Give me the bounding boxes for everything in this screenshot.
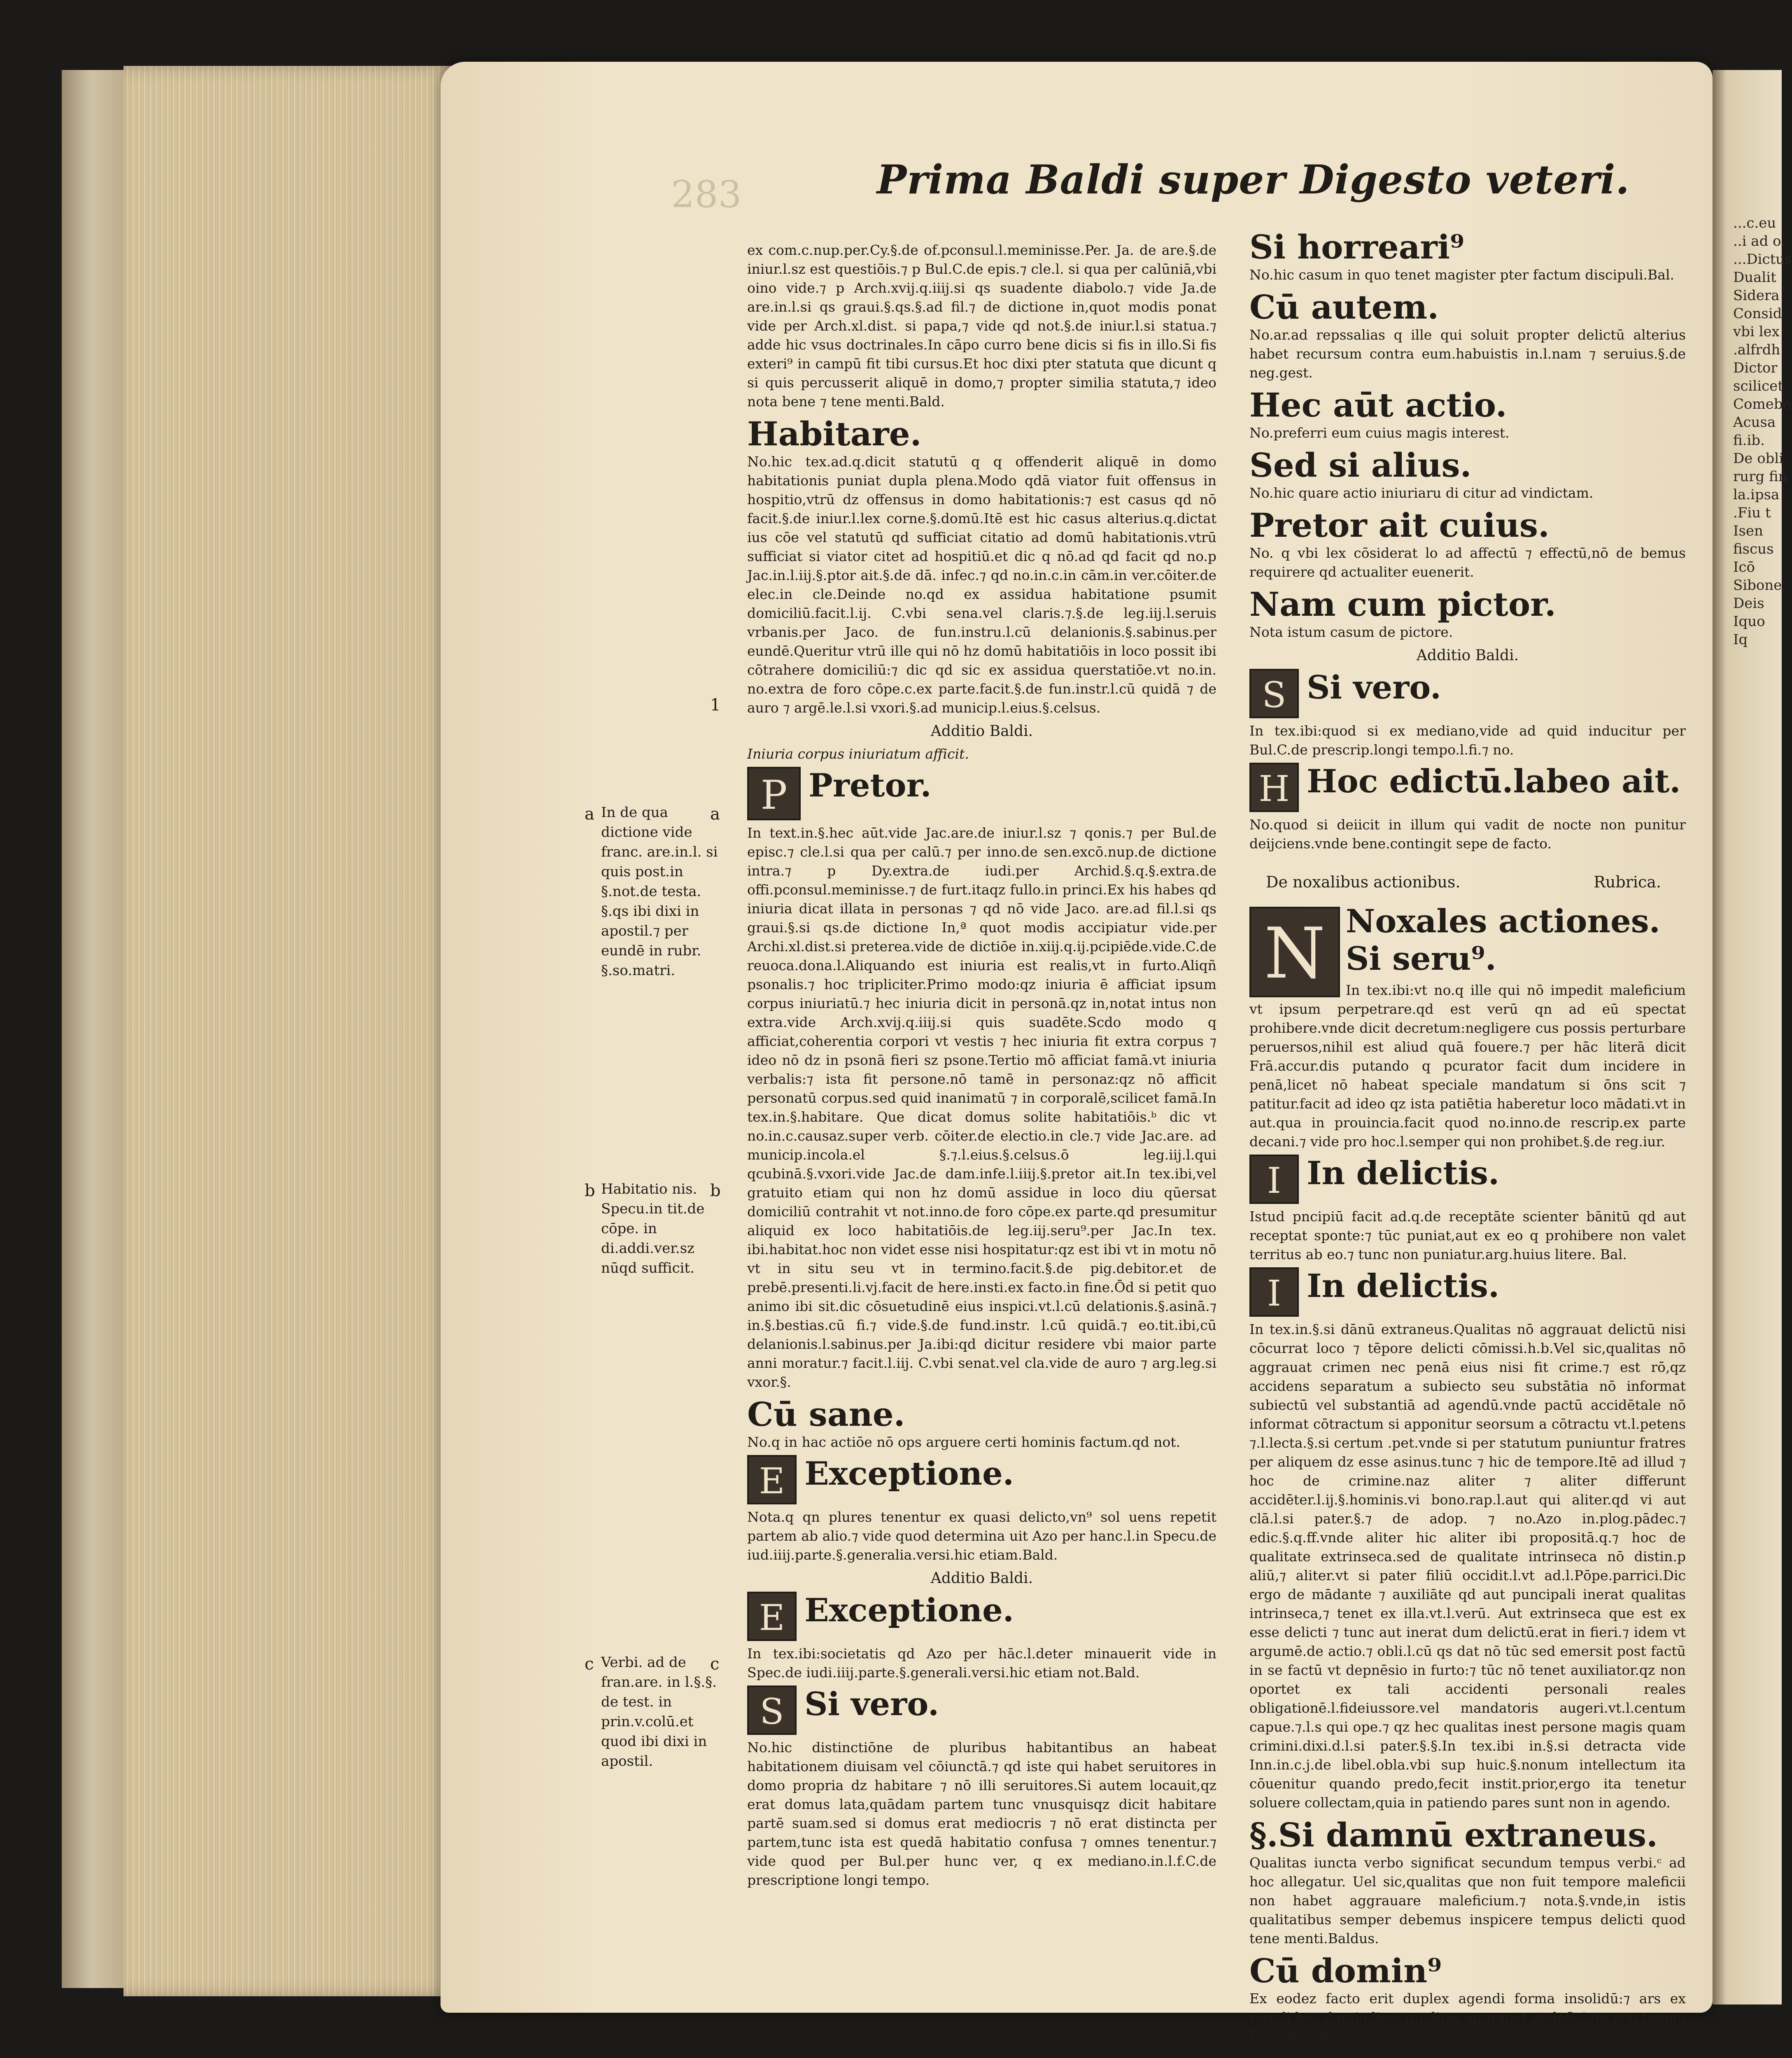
page-edges [124, 66, 461, 1996]
paragraph: No.hic quare actio iniuriaru di citur ad vindictam. [1249, 485, 1594, 501]
left-text-column [747, 241, 1216, 1949]
lemma-heading: Cū autem. [1249, 288, 1439, 326]
margin-marker-1: 1 [710, 696, 721, 715]
lemma-heading: Nam cum pictor. [1249, 585, 1556, 624]
lemma-heading: §.Si damnū extraneus. [1249, 1816, 1658, 1854]
lemma-heading: In delictis. [1307, 1155, 1500, 1192]
small-rubric: Iniuria corpus iniuriatum afficit. [747, 746, 969, 762]
decorated-initial-s: S [1249, 669, 1299, 718]
margin-note-a: In de qua dictione vide franc. are.in.l. si quis post.in §.not.de testa. §.qs ibi dixi in apostil.⁊ per eundē in rubr. §.so.matri. [601, 804, 718, 979]
lemma-heading: Pretor ait cuius. [1249, 506, 1550, 545]
margin-letter-a: a [585, 805, 594, 824]
rubric-title: De noxalibus actionibus. [1266, 873, 1461, 891]
lemma-heading: Hoc edictū.labeo ait. [1307, 763, 1681, 800]
paragraph: Istud pncipiū facit ad.q.de receptāte scienter bānitū qd aut receptat sponte:⁊ tūc puniat,aut ex eo q prohibere non valet territus ab eo.⁊ tunc non puniatur.arg.huius litere. Bal. [1249, 1208, 1686, 1262]
paragraph: No. q vbi lex cōsiderat lo ad affectū ⁊ effectū,nō de bemus requirere qd actualiter euenerit. [1249, 545, 1686, 580]
page-number-mark: 283 [671, 173, 742, 216]
paragraph: Ex eodez facto erit duplex agendi forma insolidū:⁊ ars ex noxali.hoc d.quia licet qualitas aggrauet maleficium non tamen facit quin posi. [1249, 1990, 1686, 2044]
margin-marker-b: b [710, 1181, 721, 1200]
lemma-heading: Si vero. [804, 1686, 939, 1723]
lemma-heading: Si seru⁹. [1346, 940, 1496, 978]
paragraph: No.quod si deiicit in illum qui vadit de nocte non punitur deijciens.vnde bene.contingit sepe de facto. [1249, 817, 1686, 852]
paragraph: No.hic distinctiōne de pluribus habitantibus an habeat habitationem diuisam vel cōiunctā.⁊ qd iste qui habet seruitores in domo propria dz habitare ⁊ nō illi seruitores.Si autem locauit,qz erat domus lata,quādam partem tunc vnusquisqz dicit habitare partē suam.sed si domus erat mediocris ⁊ nō erat distincta per partem,tunc ista est quedā habitatio confusa ⁊ omnes tenentur.⁊ vide quod per Bul.per hunc ver, q ex mediano.in.l.f.C.de prescriptione longi tempo. [747, 1739, 1216, 1888]
lemma-heading: Cū sane. [747, 1395, 905, 1434]
lemma-heading: Hec aūt actio. [1249, 386, 1507, 424]
lemma-heading: Pretor. [809, 767, 932, 804]
paragraph: In tex.ibi:vt no.q ille qui nō impedit maleficium vt ipsum perpetrare.qd est verū qn ad eū spectat prohibere.vnde dicit decretum:negligere cus possis perturbare peruersos,nihil est aliud quā fouere.⁊ per hāc literā dicit Frā.accur.dis putando q pcurator facit dum incidere in penā,licet nō habeat speciale mandatum si ōns scit ⁊ patitur.facit ad ideo qz ista patiētia haberetur loco mādati.vt in aut.qua in prouincia.facit quod no.inno.de rescrip.ex parte decani.⁊ vide pro hoc.l.semper qui non prohibet.§.de reg.iur. [1249, 982, 1686, 1150]
paragraph: No.ar.ad repssalias q ille qui soluit propter delictū alterius habet recursum contra eum.habuistis in.l.nam ⁊ seruius.§.de neg.gest. [1249, 327, 1686, 381]
paragraph: No.hic casum in quo tenet magister pter factum discipuli.Bal. [1249, 267, 1674, 283]
decorated-initial-h: H [1249, 763, 1299, 812]
decorated-initial-e: E [747, 1455, 797, 1504]
paragraph: Qualitas iuncta verbo significat secundum tempus verbi.ᶜ ad hoc allegatur. Uel sic,qualitas que non fuit tempore maleficii non habet aggrauare maleficium.⁊ nota.§.vnde,in istis qualitatibus semper debemus inspicere tempus delicti quod tene menti.Baldus. [1249, 1855, 1686, 1946]
lemma-heading: Si vero. [1307, 669, 1442, 706]
paragraph: No.preferri eum cuius magis interest. [1249, 425, 1510, 441]
lemma-heading: Sed si alius. [1249, 446, 1472, 484]
lemma-heading: Cū domin⁹ [1249, 1951, 1442, 1990]
margin-note-b: Habitatio nis. Specu.in tit.de cōpe. in di.addi.ver.sz nūqd sufficit. [601, 1181, 705, 1276]
decorated-initial-e: E [747, 1592, 797, 1641]
right-text-column [1249, 224, 1686, 2044]
paragraph: In tex.in.§.si dānū extraneus.Qualitas nō aggrauat delictū nisi cōcurrat loco ⁊ tēpore delicti cōmissi.h.b.Vel sic,qualitas nō aggrauat crimen nec penā eius nisi fit crime.⁊ est rō,qz accidens separatum a subiecto seu substātia nō informat subiectū vel substantiā ad agendū.vnde pactū accidētale nō informat cōtractum si apponitur seorsum a cōtractu vt.l.petens ⁊.l.lecta.§.si certum .pet.vnde si per statutum puniuntur fratres per aliquem dz esse asinus.tunc ⁊ hic de tempore.Itē ad illud ⁊ hoc de crimine.naz aliter ⁊ aliter differunt accidēter.l.ij.§.hominis.vi bono.rap.l.aut qui aliter.qd vi aut clā.l.si pater.§.⁊ de adop. ⁊ no.Azo in.plog.pādec.⁊ edic.§.q.ff.vnde aliter hic aliter ibi propositā.q.⁊ hoc de qualitate extrinseca.sed de qualitate intrinseca nō distin.p aliū,⁊ aliter.vt si pater filiū occidit.l.vt ad.l.Pōpe.parrici.Dic ergo de mādante ⁊ auxiliāte qd aut puncipali inerat qualitas intrinseca,⁊ tenet ex illa.vt.l.verū. Aut extrinseca que est ex esse delicti ⁊ tunc aut inerat dum delictū.erat in fieri.⁊ idem vt argumē.de actio.⁊ obli.l.cū qs dat nō tūc sed emersit post factū in se factū vt depnēsio in furto:⁊ tūc nō tenet auxiliator.qz non oportet ex tali accidenti personali reales obligationē.l.fideiussore.vel mandatoris augeri.vt.l.centum capue.⁊.l.s qui ope.⁊ qz hec qualitas inest persone magis quam crimini.dixi.d.l.si pater.§.§.In tex.ibi in.§.si detracta vide Inn.in.c.j.de libel.obla.vbi sup huic.§.nonum intellectum ita cōuenitur quando predo,fecit instit.prior,ergo ita tenetur soluere collectam,quia in patiendo pares sunt non in agendo. [1249, 1321, 1686, 1811]
margin-letter-c: c [585, 1655, 594, 1674]
addition-heading: Additio Baldi. [930, 1570, 1033, 1587]
addition-heading: Additio Baldi. [1416, 647, 1519, 664]
lemma-heading: Exceptione. [804, 1592, 1014, 1629]
paragraph: Nota.q qn plures tenentur ex quasi delicto,vn⁹ sol uens repetit partem ab alio.⁊ vide quod determina uit Azo per hanc.l.in Specu.de iud.iiij.parte.§.generalia.versi.hic etiam.Bald. [747, 1509, 1216, 1563]
paragraph: In text.in.§.hec aūt.vide Jac.are.de iniur.l.sz ⁊ qonis.⁊ per Bul.de episc.⁊ cle.l.si qua per calū.⁊ per inno.de sen.excō.nup.de dictione intra.⁊ p Dy.extra.de iudi.per Archid.§.q.§.extra.de offi.pconsul.meminisse.⁊ de furt.itaqz fullo.in princi.Ex his habes qd iniuria dicat illata in personas ⁊ qd nō vide Jaco. are.ad fil.l.si qs graui.§.si qs.de dictione In,ª quot modis accipiatur vide.per Archi.xl.dist.si preterea.vide de dictiōe in.xiij.q.ij.pcipiēde.vide.C.de reuoca.dona.l.Aliquando est iniuria est realis,vt in furto.Aliqñ psonalis.⁊ hoc tripliciter.Primo modo:qz iniuria ē afficiat ipsum corpus iniuriatū.⁊ hec iniuria dicit in personā.qz in,notat intus non extra.vide Arch.xvij.q.iiij.si quis suadēte.Scdo modo q afficiat,coherentia corpori vt vestis ⁊ hec iniuria fit extra corpus ⁊ ideo nō dz in psonā fieri sz psone.Tertio mō afficiat famā.vt iniuria verbalis:⁊ ista fit persone.nō tamē in personaz:qz nō afficit personatū corpus.sed quid inanimatū ⁊ in corporalē,scilicet famā.In tex.in.§.habitare. Que dicat domus solite habitatiōis.ᵇ dic vt no.in.c.causaz.super verb. cōiter.de electio.in cle.⁊ vide Jac.are. ad municip.incola.el §.⁊.l.eius.§.celsus.ō leg.iij.l.qui qcubinā.§.vxori.vide Jac.de dam.infe.l.iiij.§.pretor ait.In tex.ibi,vel gratuito etiam qui non hz domū assidue in loco diu qūersat domiciliū contrahit vt not.inno.de foro cōpe.ex parte.qd presumitur aliquid ex loco habitatiōis.de leg.iij.seru⁹.per Jac.In tex. ibi.habitat.hoc non videt esse nisi hospitatur:qz est ibi vt in motu nō vt in situ seu vt in termino.facit.§.de pig.debitor.et de prebē.presenti.li.vj.facit de here.insti.ex facto.in fine.Ōd si petit quo animo ibi sit.dic cōsuetudinē eius inspici.vt.l.cū delationis.§.asinā.⁊ in.§.bestias.cū fi.⁊ vide.§.de fund.instr. l.cū quidā.⁊ eo.tit.ibi,cū delanionis.l.sabinus.per Ja.ibi:qd dicitur residere vbi maior parte anni moratur.⁊ facit.l.iij. C.vbi senat.vel cla.vide de auro ⁊ arg.leg.si vxor.§. [747, 825, 1216, 1390]
section-rubric [1266, 870, 1661, 894]
paragraph: No.hic tex.ad.q.dicit statutū q q offenderit aliquē in domo habitationis puniat dupla plena.Modo qdā viator fuit offensus in hospitio,vtrū dz offensus in domo habitationis:⁊ est casus qd nō facit.§.de iniur.l.lex corne.§.domū.Itē est hic casus alterius.q.dictat ius cōe vel statutū qd sufficiat citatio ad domū habitationis.vtrū sufficiat si viator citet ad hospitiū.et dic q nō.ad qd facit qd no.p Jac.in.l.iij.§.ptor ait.§.de dā. infec.⁊ qd no.in.c.in cām.in ver.cōiter.de elec.in cle.Deinde no.qd ex assidua habitatione psumit domiciliū.facit.l.ij. C.vbi sena.vel claris.⁊.§.de leg.iij.l.seruis vrbanis.per Jaco. de fun.instru.l.cū delanionis.§.sabinus.per eundē.Queritur vtrū ille qui nō hz domū habitatiōis in loco possit ibi cōtrahere domiciliū:⁊ dic qd sic ex assidua querstatiōe.vt no.in. no.extra de foro cōpe.c.ex parte.facit.§.de fun.instr.l.cū quidā ⁊ de auro ⁊ argē.le.l.si vxori.§.ad municip.l.eius.§.celsus. [747, 454, 1216, 716]
margin-note-c: Verbi. ad de fran.are. in l.§.§. de test. in prin.v.colū.et quod ibi dixi in apostil. [601, 1654, 717, 1769]
paragraph: In tex.ibi:quod si ex mediano,vide ad quid inducitur per Bul.C.de prescrip.longi tempo.l.fi.⁊ no. [1249, 723, 1686, 758]
decorated-initial-p: P [747, 767, 801, 820]
paragraph: ex com.c.nup.per.Cy.§.de of.pconsul.l.meminisse.Per. Ja. de are.§.de iniur.l.sz est questiōis.⁊ p Bul.C.de epis.⁊ cle.l. si qua per calūniā,vbi oino vide.⁊ p Arch.xvij.q.iiij.si qs suadente diabolo.⁊ vide Ja.de are.in.l.si qs graui.§.qs.§.ad fil.⁊ de dictione in,quot modis ponat vide per Arch.xl.dist. si papa,⁊ vide qd not.§.de iniur.l.si statua.⁊ adde hic vsus doctrinales.In cāpo curro bene dicis si fis in illo.Si fis exteri⁹ in campū fit tibi cursus.Et hoc dixi pter statuta que dicunt q si quis percusserit aliquē in domo,⁊ propter similia statuta,⁊ ideo nota bene ⁊ tene menti.Bald. [747, 242, 1216, 410]
lemma-heading: Habitare. [747, 414, 922, 453]
margin-letter-b: b [585, 1181, 595, 1200]
running-header: Prima Baldi super Digesto veteri. [877, 156, 1630, 203]
addition-heading: Additio Baldi. [930, 723, 1033, 740]
lemma-heading: Si horreari⁹ [1249, 228, 1465, 266]
decorated-initial-s: S [747, 1686, 797, 1735]
decorated-initial-i: I [1249, 1267, 1299, 1317]
lemma-heading: In delictis. [1307, 1267, 1500, 1305]
paragraph: No.q in hac actiōe nō ops arguere certi hominis factum.qd not. [747, 1434, 1181, 1450]
decorated-initial-n: N [1249, 907, 1340, 997]
paragraph: Nota istum casum de pictore. [1249, 624, 1453, 640]
decorated-initial-i: I [1249, 1155, 1299, 1204]
margin-marker-a: a [710, 805, 720, 824]
rubric-label: Rubrica. [1594, 873, 1661, 891]
margin-marker-c: c [710, 1655, 720, 1674]
paragraph: In tex.ibi:societatis qd Azo per hāc.l.deter minauerit vide in Spec.de iudi.iiij.parte.§.generali.versi.hic etiam not.Bald. [747, 1646, 1216, 1681]
facing-page-text: ...c.eu ..i ad o. ...Dictus Dualit Sidera Consid vbi lex .alfrdh Dictor scilicet Comebe Acusa fi.ib. De obli rurg fin la.ipsa .Fiu t Isen fiscus Icō Sibone Deis Iquo Iq [1733, 215, 1792, 648]
lemma-heading: Exceptione. [804, 1455, 1014, 1492]
lemma-heading: Noxales actiones. [1346, 903, 1660, 940]
